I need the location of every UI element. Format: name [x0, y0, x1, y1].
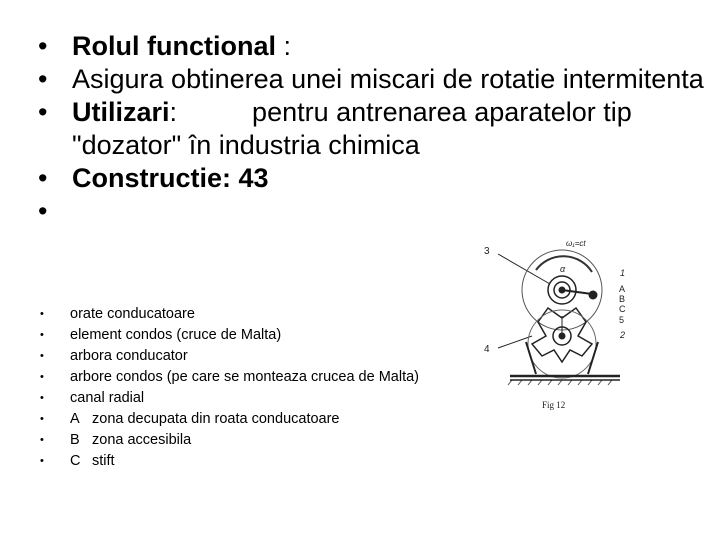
legend-item — [40, 451, 470, 472]
constructie-label: Constructie: 43 — [72, 163, 269, 193]
legend-text: arbore condos (pe care se monteaza crucea de Malta) — [70, 369, 419, 385]
label-2: 2 — [620, 330, 626, 340]
bullet-marker: • — [38, 196, 48, 226]
label-1: 1 — [620, 268, 626, 278]
legend-item — [40, 409, 470, 430]
driven-shaft — [559, 333, 565, 339]
bullet-marker: • — [38, 64, 48, 94]
rol-functional-label: Rolul functional — [72, 31, 276, 61]
bullet-marker: • — [40, 455, 44, 467]
legend-text: zona decupata din roata conducatoare — [92, 411, 340, 427]
legend-text: stift — [92, 453, 115, 469]
bullet-marker: • — [40, 308, 44, 320]
bullet-asigura — [38, 63, 708, 96]
label-omega: ω₁=ct — [566, 239, 586, 248]
bullet-marker: • — [38, 31, 48, 61]
bullet-utilizari — [38, 96, 708, 162]
legend-list — [40, 304, 470, 472]
utilizari-text: : pentru antrenarea aparatelor tip "dozator" în industria chimica — [72, 97, 640, 160]
legend-text: arbora conducator — [70, 348, 188, 364]
geneva-mechanism-figure — [470, 232, 650, 422]
rol-functional-colon: : — [275, 31, 291, 61]
bullet-marker: • — [40, 371, 44, 383]
bullet-marker: • — [40, 413, 44, 425]
bullet-marker: • — [38, 163, 48, 193]
legend-item — [40, 346, 470, 367]
bullet-marker: • — [40, 392, 44, 404]
label-B: B — [619, 294, 626, 304]
legend-text: zona accesibila — [92, 432, 192, 448]
bullet-rol-functional — [38, 30, 708, 63]
label-A: A — [619, 284, 626, 294]
bullet-empty — [38, 195, 708, 228]
bullet-marker: • — [40, 350, 44, 362]
label-5: 5 — [619, 315, 625, 325]
legend-item — [40, 325, 470, 346]
bullet-marker: • — [40, 434, 44, 446]
legend-item — [40, 388, 470, 409]
legend-letter: A — [70, 411, 80, 427]
label-4: 4 — [484, 344, 490, 355]
legend-letter: B — [70, 432, 80, 448]
figure-caption: Fig 12 — [542, 400, 566, 410]
legend-item — [40, 430, 470, 451]
legend-item — [40, 304, 470, 325]
legend-text: canal radial — [70, 390, 145, 406]
main-bullet-list — [38, 30, 708, 228]
label-3: 3 — [484, 246, 490, 257]
legend-text: orate conducatoare — [70, 306, 195, 322]
label-C: C — [619, 304, 626, 314]
bullet-marker: • — [38, 97, 48, 127]
legend-text: element condos (cruce de Malta) — [70, 327, 282, 343]
pin — [589, 291, 597, 299]
legend-item — [40, 367, 470, 388]
bullet-constructie — [38, 162, 708, 195]
driving-crank — [562, 290, 592, 294]
utilizari-label: Utilizari — [72, 97, 170, 127]
asigura-text: Asigura obtinerea unei miscari de rotatie intermitenta — [72, 64, 704, 94]
bullet-marker: • — [40, 329, 44, 341]
geneva-mechanism-drawing — [470, 232, 650, 422]
legend-letter: C — [70, 453, 81, 469]
label-alpha: α — [560, 264, 566, 274]
leader-line-3 — [498, 254, 550, 284]
